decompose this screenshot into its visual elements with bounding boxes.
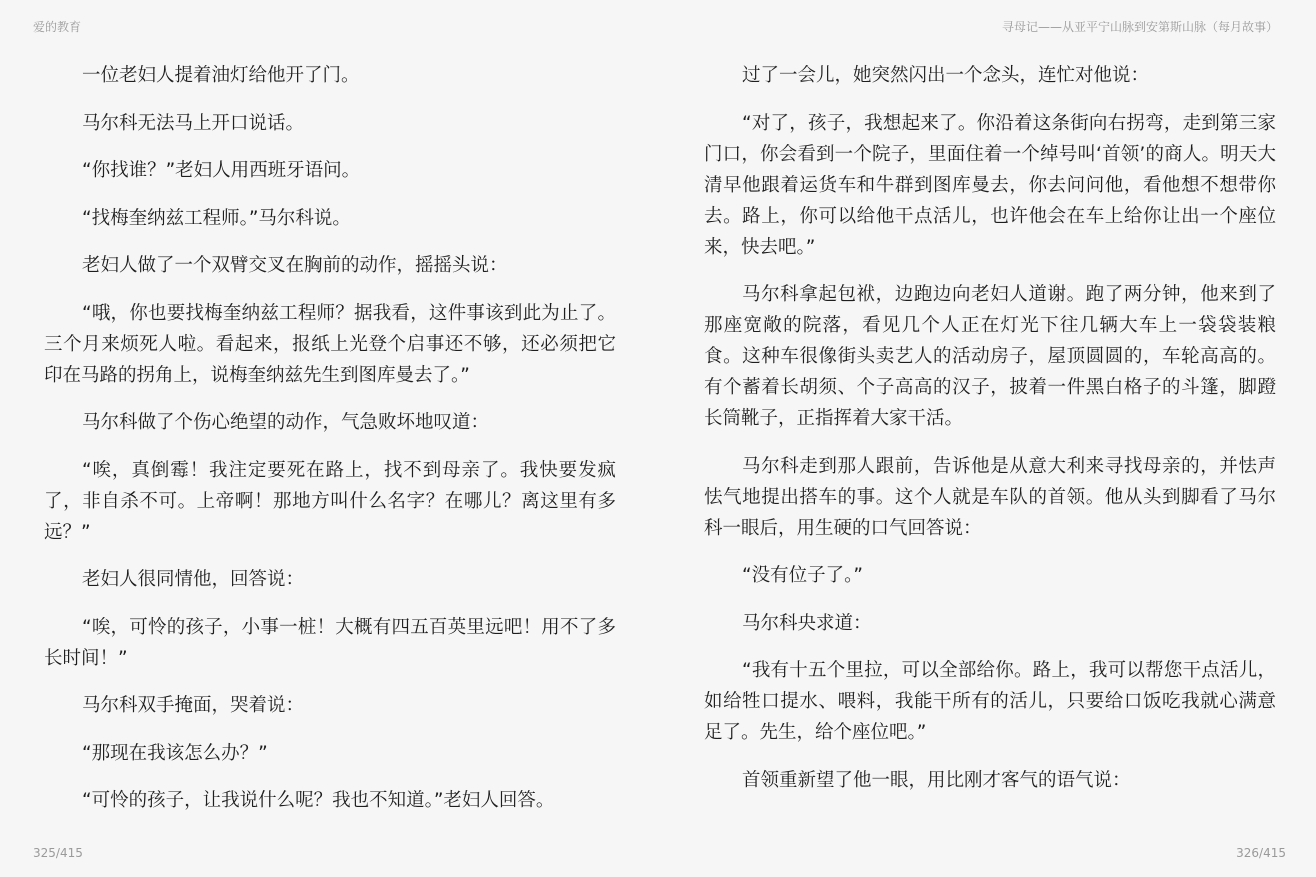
paragraph: “找梅奎纳兹工程师。”马尔科说。	[82, 207, 351, 229]
paragraph: 老妇人很同情他，回答说：	[82, 569, 305, 590]
paragraph: 马尔科双手掩面，哭着说：	[82, 695, 305, 716]
right-page[interactable]	[704, 60, 1276, 837]
paragraph: “我有十五个里拉，可以全部给你。路上，我可以帮您干点活儿，如给牲口提水、喂料，我能干所有的活儿，只要给口饭吃我就心满意足了。先生，给个座位吧。”	[704, 660, 1276, 743]
chapter-title: 寻母记——从亚平宁山脉到安第斯山脉（每月故事）	[1001, 20, 1278, 34]
paragraph: “你找谁？”老妇人用西班牙语问。	[82, 160, 361, 181]
paragraph: 马尔科无法马上开口说话。	[82, 112, 305, 134]
paragraph: 马尔科拿起包袱，边跑边向老妇人道谢。跑了两分钟，他来到了那座宽敞的院落，看见几个人正在灯光下往几辆大车上一袋袋装粮食。这种车很像街头卖艺人的活动房子，屋顶圆圆的，车轮高高的。有个蓄着长胡须、个子高高的汉子，披着一件黑白格子的斗篷，脚蹬长筒靴子，正指挥着大家干活。	[704, 284, 1276, 429]
paragraph: “唉，真倒霉！我注定要死在路上，找不到母亲了。我快要发疯了，非自杀不可。上帝啊！那地方叫什么名字？在哪儿？离这里有多远？”	[44, 459, 616, 543]
paragraph: 过了一会儿，她突然闪出一个念头，连忙对他说：	[742, 65, 1150, 86]
paragraph: 马尔科做了个伤心绝望的动作，气急败坏地叹道：	[82, 412, 490, 433]
left-page-number: 325/415	[33, 846, 83, 860]
paragraph: “那现在我该怎么办？”	[82, 742, 268, 764]
left-page[interactable]	[44, 60, 616, 837]
right-page-number: 326/415	[1236, 846, 1286, 860]
paragraph: “唉，可怜的孩子，小事一桩！大概有四五百英里远吧！用不了多长时间！”	[44, 616, 616, 669]
paragraph: 首领重新望了他一眼，用比刚才客气的语气说：	[742, 769, 1131, 791]
paragraph: “可怜的孩子，让我说什么呢？我也不知道。”老妇人回答。	[82, 790, 555, 811]
paragraph: 马尔科央求道：	[742, 612, 872, 634]
paragraph: “对了，孩子，我想起来了。你沿着这条街向右拐弯，走到第三家门口，你会看到一个院子，里面住着一个绰号叫‘首领’的商人。明天大清早他跟着运货车和牛群到图库曼去，你去问问他，看他想不想带你去。路上，你可以给他干点活儿，也许他会在车上给你让出一个座位来，快去吧。”	[704, 112, 1276, 258]
paragraph: 马尔科走到那人跟前，告诉他是从意大利来寻找母亲的，并怯声怯气地提出搭车的事。这个人就是车队的首领。他从头到脚看了马尔科一眼后，用生硬的口气回答说：	[704, 455, 1276, 539]
paragraph: “没有位子了。”	[742, 565, 863, 586]
paragraph: 一位老妇人提着油灯给他开了门。	[82, 65, 360, 86]
book-title: 爱的教育	[33, 20, 82, 34]
paragraph: “哦，你也要找梅奎纳兹工程师？据我看，这件事该到此为止了。三个月来烦死人啦。看起来，报纸上光登个启事还不够，还必须把它印在马路的拐角上，说梅奎纳兹先生到图库曼去了。”	[44, 302, 616, 386]
paragraph: 老妇人做了一个双臂交叉在胸前的动作，摇摇头说：	[82, 255, 508, 276]
